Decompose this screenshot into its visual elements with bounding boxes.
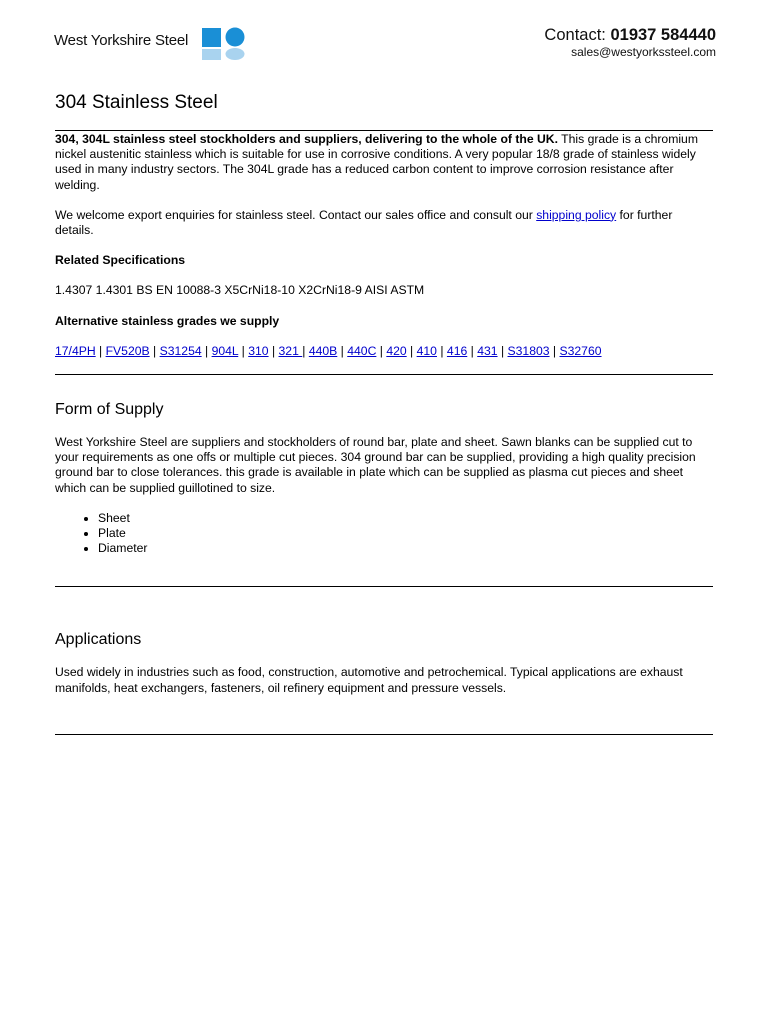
page-header xyxy=(0,0,768,70)
export-text-end: for further details. xyxy=(55,207,673,238)
contact-phone-line xyxy=(544,26,716,45)
list-item: • Diameter xyxy=(98,541,713,556)
logo-square xyxy=(202,28,221,47)
grade-separator: | xyxy=(497,343,508,358)
grade-link[interactable]: 17/4PH xyxy=(55,343,96,358)
brand-name: West Yorkshire Steel xyxy=(54,32,189,49)
divider xyxy=(55,374,713,375)
grade-link[interactable]: S31803 xyxy=(507,343,550,358)
grade-link[interactable]: 904L xyxy=(211,343,239,358)
divider xyxy=(55,734,713,735)
intro-bold: 304, 304L stainless steel stockholders and suppliers, delivering to the whole of the UK. xyxy=(55,132,558,146)
related-specs-heading-text: Related Specifications xyxy=(55,253,186,268)
grade-separator: | xyxy=(549,343,560,358)
alt-grades-heading xyxy=(55,314,713,329)
intro-paragraph xyxy=(55,132,713,193)
logo-square-reflection xyxy=(202,49,221,60)
grade-separator: | xyxy=(376,343,387,358)
alt-grades-heading-text: Alternative stainless grades we supply xyxy=(55,313,280,328)
grade-link[interactable]: 321 xyxy=(278,343,303,358)
main-content xyxy=(55,92,713,735)
contact-phone[interactable]: 01937 584440 xyxy=(610,26,716,44)
grade-link[interactable]: 440C xyxy=(347,343,377,358)
shipping-policy-link[interactable]: shipping policy xyxy=(536,207,617,222)
grade-separator: | xyxy=(238,343,249,358)
grade-separator: | xyxy=(149,343,160,358)
grade-separator: | xyxy=(436,343,447,358)
contact-block xyxy=(544,26,716,59)
grade-link[interactable]: S32760 xyxy=(559,343,602,358)
contact-email[interactable]: sales@westyorkssteel.com xyxy=(571,45,716,59)
logo-circle-reflection xyxy=(226,48,245,60)
related-specs: 1.4307 1.4301 BS EN 10088-3 X5CrNi18-10 X2CrNi18-9 AISI ASTM xyxy=(55,283,425,298)
grade-link[interactable]: 310 xyxy=(248,343,269,358)
related-specs-heading xyxy=(55,253,713,268)
grade-link[interactable]: 440B xyxy=(308,343,338,358)
grade-separator: | xyxy=(302,343,309,358)
intro-text: This grade is a chromium nickel austenitic stainless which is suitable for use in corrosive conditions. A very popular 18/8 grade of stainless widely used in many industry sectors. The 304L grade has a reduced carbon content to improve corrosion resistance after welding. xyxy=(55,132,698,192)
export-text: We welcome export enquiries for stainless steel. Contact our sales office and consult our xyxy=(55,207,537,222)
applications-paragraph: Used widely in industries such as food, construction, automotive and petrochemical. Typical applications are exhaust manifolds, heat exchangers, fasteners, oil refinery equipment and pressure vessels. xyxy=(55,665,683,695)
grade-link[interactable]: 416 xyxy=(446,343,468,358)
grade-link[interactable]: 431 xyxy=(477,343,498,358)
grade-link[interactable]: S31254 xyxy=(159,343,202,358)
section-heading-supply: Form of Supply xyxy=(55,401,164,419)
grade-separator: | xyxy=(268,343,279,358)
section-heading-applications: Applications xyxy=(55,631,142,649)
grade-separator: | xyxy=(406,343,417,358)
contact-label: Contact: xyxy=(544,26,606,44)
supply-paragraph: West Yorkshire Steel are suppliers and stockholders of round bar, plate and sheet. Sawn blanks can be supplied cut to your requirements as one offs or multiple cut pieces. 304 ground bar can be supplied, providing a high quality precision ground bar to close tolerances. this grade is available in plate which can be supplied as plasma cut pieces and sheet which can be supplied guillotined to size. xyxy=(55,435,696,495)
grade-link[interactable]: 420 xyxy=(386,343,407,358)
page-title: 304 Stainless Steel xyxy=(55,92,218,113)
export-paragraph xyxy=(55,208,713,238)
grade-separator: | xyxy=(201,343,212,358)
list-item: • Plate xyxy=(98,526,713,541)
logo-circle xyxy=(226,28,245,47)
grade-separator: | xyxy=(467,343,478,358)
supply-list xyxy=(55,511,713,557)
grade-separator: | xyxy=(337,343,348,358)
grade-link[interactable]: 410 xyxy=(416,343,437,358)
divider xyxy=(55,130,713,131)
list-item: • Sheet xyxy=(98,511,713,526)
alt-grades-links xyxy=(55,344,713,359)
divider xyxy=(55,586,713,587)
company-logo[interactable] xyxy=(201,27,247,61)
grade-link[interactable]: FV520B xyxy=(105,343,150,358)
grade-separator: | xyxy=(95,343,106,358)
